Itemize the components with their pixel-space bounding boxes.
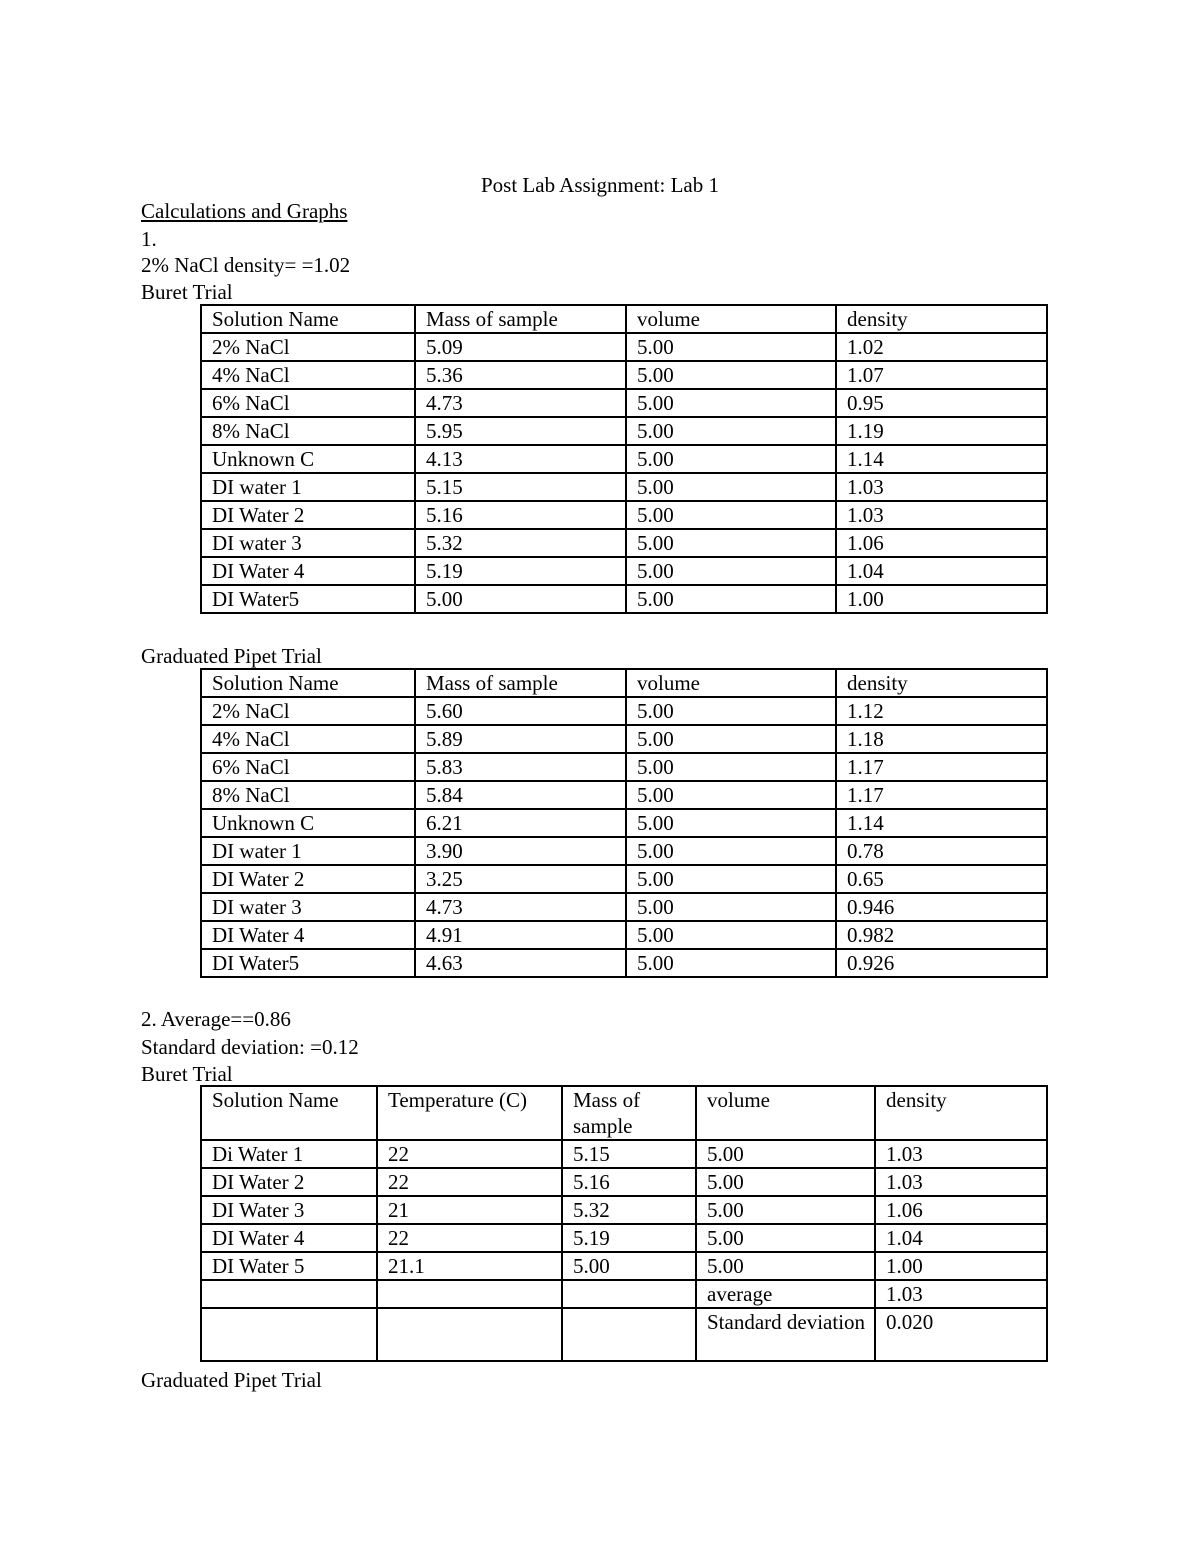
table-cell: Unknown C [201, 809, 415, 837]
table-row [201, 1196, 1047, 1224]
table-row [201, 725, 1047, 753]
table-cell: 1.14 [836, 809, 1047, 837]
table-cell: 1.02 [836, 333, 1047, 361]
table-cell: DI Water 4 [201, 1224, 377, 1252]
table-cell: 5.60 [415, 697, 626, 725]
table-row [201, 501, 1047, 529]
table-cell: DI water 3 [201, 529, 415, 557]
table-cell: 5.00 [626, 865, 836, 893]
table-cell: 5.00 [626, 501, 836, 529]
std-dev-label-cell: Standard deviation [696, 1308, 875, 1361]
table-cell: 1.07 [836, 361, 1047, 389]
table-cell: 5.19 [562, 1224, 696, 1252]
table-row [201, 1308, 1047, 1361]
table-row [201, 697, 1047, 725]
table-cell: DI Water 4 [201, 557, 415, 585]
table-cell: 5.00 [626, 445, 836, 473]
table-cell: DI water 1 [201, 837, 415, 865]
header-cell: density [836, 669, 1047, 697]
item-number-1: 1. [141, 227, 157, 251]
table-header-row [201, 1086, 1047, 1140]
table-cell: 1.12 [836, 697, 1047, 725]
table-cell: 5.00 [626, 361, 836, 389]
table-cell: 8% NaCl [201, 417, 415, 445]
table-row [201, 893, 1047, 921]
table-cell: 1.18 [836, 725, 1047, 753]
table-cell: 5.00 [626, 333, 836, 361]
table-row [201, 809, 1047, 837]
page-title: Post Lab Assignment: Lab 1 [481, 173, 719, 197]
table-cell: 1.00 [836, 585, 1047, 613]
table-cell: 1.03 [875, 1168, 1047, 1196]
table-cell: 3.25 [415, 865, 626, 893]
header-cell: Solution Name [201, 669, 415, 697]
table-cell: 5.16 [415, 501, 626, 529]
average-value-cell: 1.03 [875, 1280, 1047, 1308]
table-cell: DI Water 3 [201, 1196, 377, 1224]
header-cell: Mass of sample [415, 305, 626, 333]
table-row [201, 445, 1047, 473]
table-cell: 5.00 [626, 809, 836, 837]
table-cell: 21 [377, 1196, 562, 1224]
table-cell: 1.17 [836, 753, 1047, 781]
table-cell: DI Water 2 [201, 865, 415, 893]
table-cell: 5.00 [696, 1224, 875, 1252]
table-cell: 0.78 [836, 837, 1047, 865]
table-row [201, 361, 1047, 389]
table-cell: 5.00 [626, 837, 836, 865]
table-cell: 5.00 [696, 1140, 875, 1168]
table-cell: DI Water 5 [201, 1252, 377, 1280]
buret-trial-label: Buret Trial [141, 280, 233, 304]
table-cell: DI Water5 [201, 949, 415, 977]
average-label-cell: average [696, 1280, 875, 1308]
table-cell: 5.00 [626, 949, 836, 977]
table-cell: 21.1 [377, 1252, 562, 1280]
header-cell: Mass of sample [415, 669, 626, 697]
header-cell: Solution Name [201, 305, 415, 333]
table-row [201, 417, 1047, 445]
table-cell: 2% NaCl [201, 333, 415, 361]
table-cell: DI water 3 [201, 893, 415, 921]
table-cell: 5.15 [562, 1140, 696, 1168]
table-cell: 0.982 [836, 921, 1047, 949]
table-cell: 1.06 [875, 1196, 1047, 1224]
table-cell: DI Water 2 [201, 1168, 377, 1196]
buret-trial-label-2: Buret Trial [141, 1062, 233, 1086]
table-cell [377, 1308, 562, 1361]
table-row [201, 1252, 1047, 1280]
water-buret-table [200, 1085, 1048, 1362]
table-cell: 5.32 [415, 529, 626, 557]
table-cell: DI water 1 [201, 473, 415, 501]
table-cell: 2% NaCl [201, 697, 415, 725]
table-row [201, 529, 1047, 557]
std-dev-value-cell: 0.020 [875, 1308, 1047, 1361]
table-cell: 4.91 [415, 921, 626, 949]
table-cell: 1.14 [836, 445, 1047, 473]
table-cell: Unknown C [201, 445, 415, 473]
table-cell: 5.15 [415, 473, 626, 501]
table-cell [201, 1280, 377, 1308]
table-cell: 4.63 [415, 949, 626, 977]
header-cell: Mass of sample [562, 1086, 696, 1140]
table-cell: 22 [377, 1168, 562, 1196]
pipet-trial-table [200, 668, 1048, 978]
table-header-row [201, 305, 1047, 333]
table-cell: 5.09 [415, 333, 626, 361]
table-cell [201, 1308, 377, 1361]
table-cell: 5.00 [626, 473, 836, 501]
table-cell: 5.00 [626, 529, 836, 557]
table-cell: 1.04 [875, 1224, 1047, 1252]
table-row [201, 949, 1047, 977]
density-line: 2% NaCl density= =1.02 [141, 253, 351, 277]
table-cell: 1.03 [875, 1140, 1047, 1168]
table-cell [377, 1280, 562, 1308]
table-row [201, 921, 1047, 949]
table-row [201, 837, 1047, 865]
table-cell: 5.00 [626, 781, 836, 809]
table-cell [562, 1280, 696, 1308]
section-heading: Calculations and Graphs [141, 199, 348, 223]
table-cell: 6.21 [415, 809, 626, 837]
table-cell: 4.73 [415, 893, 626, 921]
table-row [201, 1168, 1047, 1196]
header-cell: volume [626, 669, 836, 697]
table-cell: Di Water 1 [201, 1140, 377, 1168]
header-cell: density [875, 1086, 1047, 1140]
table-cell: 5.89 [415, 725, 626, 753]
table-cell: 0.926 [836, 949, 1047, 977]
table-cell: 4% NaCl [201, 725, 415, 753]
table-cell: 5.95 [415, 417, 626, 445]
table-cell: 4.73 [415, 389, 626, 417]
table-row [201, 1280, 1047, 1308]
table-cell: 5.36 [415, 361, 626, 389]
table-cell: 5.00 [626, 557, 836, 585]
table-cell: 0.95 [836, 389, 1047, 417]
header-cell: volume [696, 1086, 875, 1140]
table-cell: 5.19 [415, 557, 626, 585]
header-cell: volume [626, 305, 836, 333]
table-row [201, 585, 1047, 613]
table-cell: 4.13 [415, 445, 626, 473]
header-cell: Temperature (C) [377, 1086, 562, 1140]
table-cell: 1.04 [836, 557, 1047, 585]
table-row [201, 389, 1047, 417]
table-cell: 6% NaCl [201, 753, 415, 781]
table-cell: 5.83 [415, 753, 626, 781]
table-cell: 5.00 [626, 921, 836, 949]
table-row [201, 1224, 1047, 1252]
table-header-row [201, 669, 1047, 697]
table-cell: 5.00 [696, 1252, 875, 1280]
table-cell: 3.90 [415, 837, 626, 865]
table-cell: 1.03 [836, 501, 1047, 529]
table-cell: 22 [377, 1224, 562, 1252]
table-cell: 5.32 [562, 1196, 696, 1224]
table-cell [562, 1308, 696, 1361]
table-row [201, 781, 1047, 809]
pipet-trial-label-2: Graduated Pipet Trial [141, 1368, 322, 1392]
table-cell: 5.00 [562, 1252, 696, 1280]
table-cell: 1.03 [836, 473, 1047, 501]
table-cell: 1.17 [836, 781, 1047, 809]
table-cell: 4% NaCl [201, 361, 415, 389]
table-row [201, 753, 1047, 781]
header-cell: density [836, 305, 1047, 333]
table-cell: 5.00 [696, 1196, 875, 1224]
table-cell: 5.00 [626, 697, 836, 725]
pipet-trial-label: Graduated Pipet Trial [141, 644, 322, 668]
table-cell: DI Water5 [201, 585, 415, 613]
table-row [201, 865, 1047, 893]
header-cell: Solution Name [201, 1086, 377, 1140]
table-cell: 5.00 [626, 725, 836, 753]
table-cell: 22 [377, 1140, 562, 1168]
table-cell: 5.00 [626, 585, 836, 613]
table-cell: 6% NaCl [201, 389, 415, 417]
table-cell: 5.00 [626, 389, 836, 417]
table-cell: 5.00 [626, 893, 836, 921]
table-cell: 5.00 [626, 417, 836, 445]
table-cell: DI Water 2 [201, 501, 415, 529]
table-cell: 5.00 [696, 1168, 875, 1196]
table-cell: 1.19 [836, 417, 1047, 445]
table-cell: 5.84 [415, 781, 626, 809]
table-cell: 0.946 [836, 893, 1047, 921]
table-cell: 5.16 [562, 1168, 696, 1196]
table-row [201, 1140, 1047, 1168]
table-cell: 5.00 [626, 753, 836, 781]
average-line: 2. Average==0.86 [141, 1007, 291, 1031]
table-row [201, 557, 1047, 585]
std-dev-line: Standard deviation: =0.12 [141, 1035, 359, 1059]
table-row [201, 473, 1047, 501]
table-cell: 0.65 [836, 865, 1047, 893]
table-cell: DI Water 4 [201, 921, 415, 949]
table-row [201, 333, 1047, 361]
table-cell: 1.00 [875, 1252, 1047, 1280]
table-cell: 5.00 [415, 585, 626, 613]
buret-trial-table [200, 304, 1048, 614]
table-cell: 8% NaCl [201, 781, 415, 809]
table-cell: 1.06 [836, 529, 1047, 557]
